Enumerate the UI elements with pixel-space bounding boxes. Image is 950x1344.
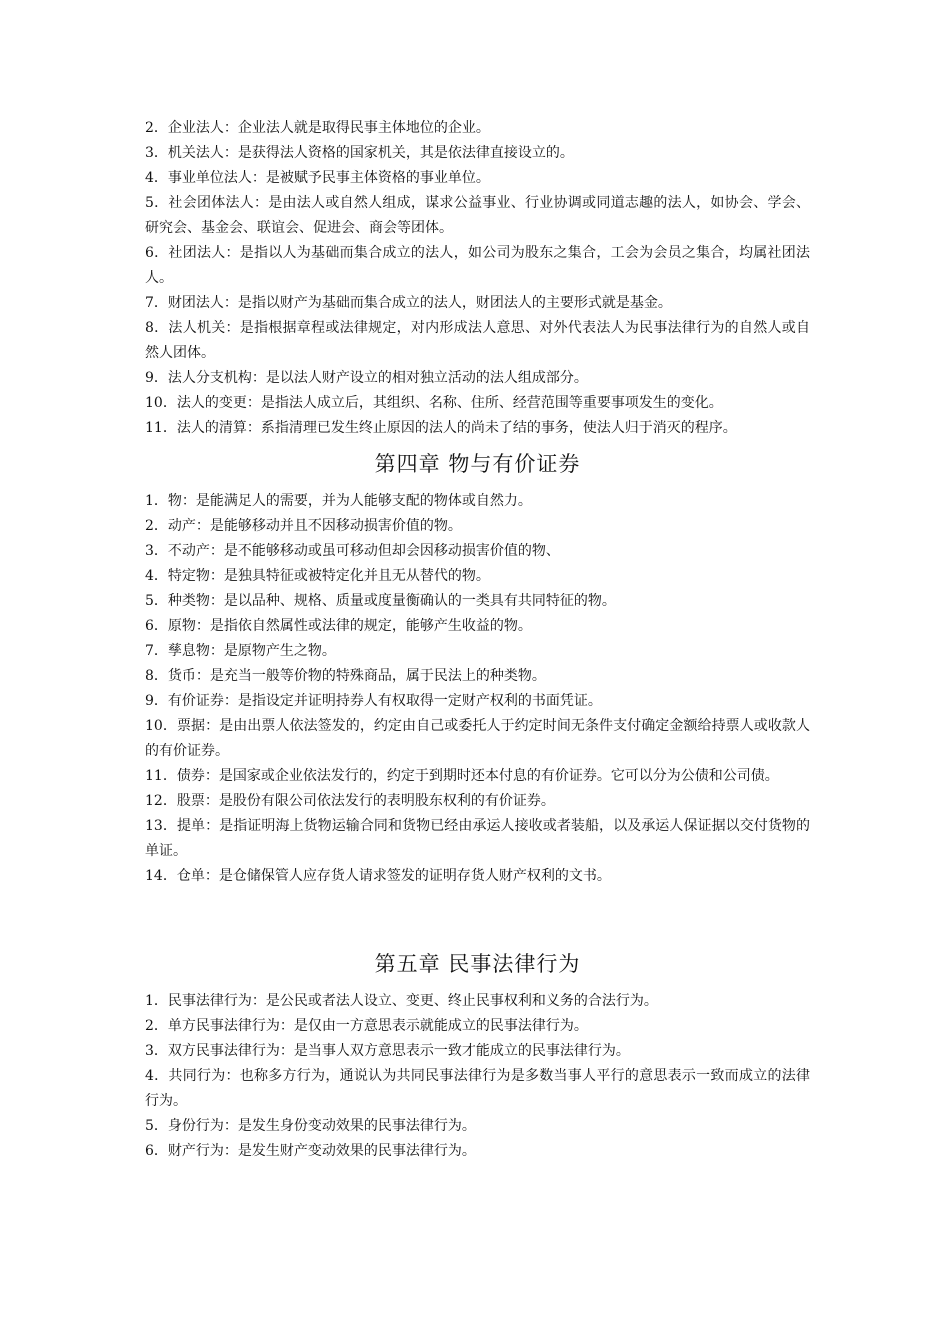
definition-item: 11．债券：是国家或企业依法发行的，约定于到期时还本付息的有价证券。它可以分为公债和公司债。	[145, 768, 779, 784]
definition-item: 1．民事法律行为：是公民或者法人设立、变更、终止民事权利和义务的合法行为。	[145, 993, 658, 1009]
definition-item: 7．孳息物：是原物产生之物。	[145, 643, 336, 659]
chapter-5-title: 第五章 民事法律行为	[374, 952, 581, 976]
definition-item: 3．双方民事法律行为：是当事人双方意思表示一致才能成立的民事法律行为。	[145, 1043, 630, 1059]
definition-item: 4．共同行为：也称多方行为，通说认为共同民事法律行为是多数当事人平行的意思表示一致而成立的法律行为。	[145, 1068, 810, 1109]
definition-item: 2．企业法人：企业法人就是取得民事主体地位的企业。	[145, 120, 490, 136]
definition-item: 10．法人的变更：是指法人成立后，其组织、名称、住所、经营范围等重要事项发生的变化。	[145, 395, 723, 411]
definition-item: 13．提单：是指证明海上货物运输合同和货物已经由承运人接收或者装船，以及承运人保证据以交付货物的单证。	[145, 818, 810, 859]
definition-item: 6．社团法人：是指以人为基础而集合成立的法人，如公司为股东之集合，工会为会员之集合，均属社团法人。	[145, 245, 810, 286]
section-continued	[145, 116, 810, 441]
definition-item: 3．机关法人：是获得法人资格的国家机关，其是依法律直接设立的。	[145, 145, 574, 161]
definition-item: 14．仓单：是仓储保管人应存货人请求签发的证明存货人财产权利的文书。	[145, 868, 611, 884]
definition-item: 1．物：是能满足人的需要，并为人能够支配的物体或自然力。	[145, 493, 532, 509]
definition-item: 11．法人的清算：系指清理已发生终止原因的法人的尚未了结的事务，使法人归于消灭的程序。	[145, 420, 737, 436]
definition-item: 2．单方民事法律行为：是仅由一方意思表示就能成立的民事法律行为。	[145, 1018, 588, 1034]
definition-item: 10．票据：是由出票人依法签发的，约定由自己或委托人于约定时间无条件支付确定金额给持票人或收款人的有价证券。	[145, 718, 810, 759]
definition-item: 6．原物：是指依自然属性或法律的规定，能够产生收益的物。	[145, 618, 532, 634]
chapter-5-items	[145, 989, 810, 1164]
definition-item: 3．不动产：是不能够移动或虽可移动但却会因移动损害价值的物、	[145, 543, 560, 559]
definition-item: 9．有价证券：是指设定并证明持券人有权取得一定财产权利的书面凭证。	[145, 693, 602, 709]
definition-item: 8．货币：是充当一般等价物的特殊商品，属于民法上的种类物。	[145, 668, 546, 684]
definition-item: 8．法人机关：是指根据章程或法律规定，对内形成法人意思、对外代表法人为民事法律行为的自然人或自然人团体。	[145, 320, 810, 361]
chapter-4-title: 第四章 物与有价证券	[374, 452, 581, 476]
definition-item: 5．身份行为：是发生身份变动效果的民事法律行为。	[145, 1118, 476, 1134]
definition-item: 4．事业单位法人：是被赋予民事主体资格的事业单位。	[145, 170, 490, 186]
definition-item: 2．动产：是能够移动并且不因移动损害价值的物。	[145, 518, 462, 534]
definition-item: 6．财产行为：是发生财产变动效果的民事法律行为。	[145, 1143, 476, 1159]
chapter-4-items	[145, 489, 810, 889]
document-page	[145, 116, 810, 1164]
definition-item: 7．财团法人：是指以财产为基础而集合成立的法人，财团法人的主要形式就是基金。	[145, 295, 672, 311]
definition-item: 12．股票：是股份有限公司依法发行的表明股东权利的有价证券。	[145, 793, 555, 809]
definition-item: 5．社会团体法人：是由法人或自然人组成，谋求公益事业、行业协调或同道志趣的法人，如协会、学会、研究会、基金会、联谊会、促进会、商会等团体。	[145, 195, 810, 236]
definition-item: 9．法人分支机构：是以法人财产设立的相对独立活动的法人组成部分。	[145, 370, 588, 386]
definition-item: 4．特定物：是独具特征或被特定化并且无从替代的物。	[145, 568, 490, 584]
definition-item: 5．种类物：是以品种、规格、质量或度量衡确认的一类具有共同特征的物。	[145, 593, 616, 609]
